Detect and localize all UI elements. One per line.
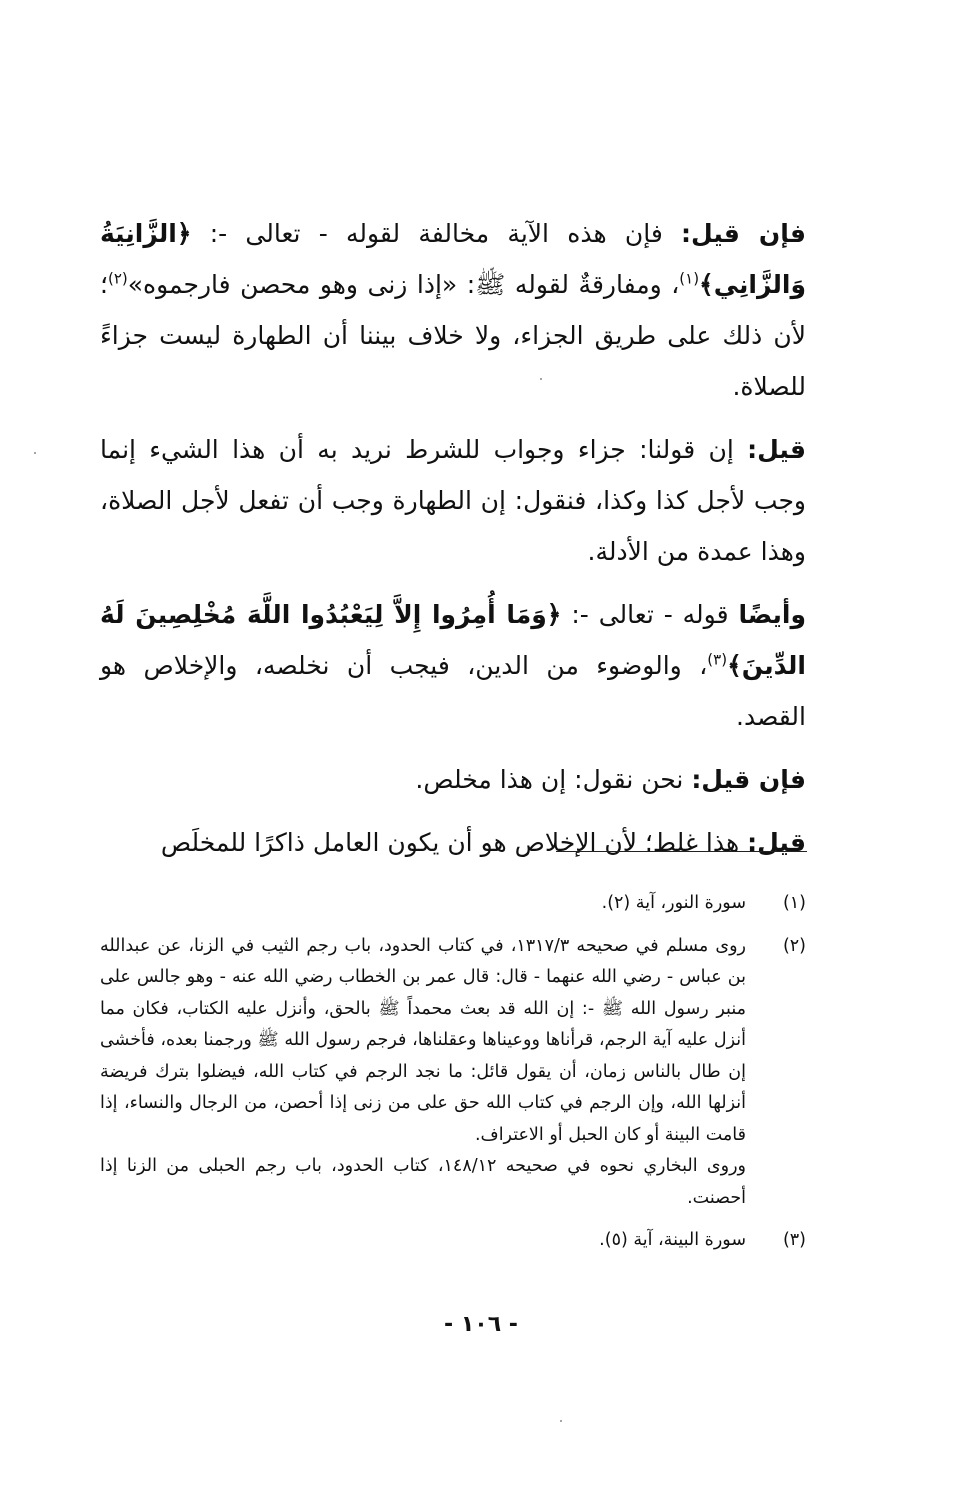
footnote-body	[100, 1225, 746, 1257]
paragraph-text: ، والوضوء من الدين، فيجب أن نخلصه، والإخلاص هو القصد.	[100, 651, 806, 731]
footnotes	[100, 888, 806, 1268]
paragraph-lead: وأيضًا	[738, 600, 806, 629]
paragraph-text: هذا غلط؛ لأن الإخلاص هو أن يكون العامل ذاكرًا للمخلَص	[160, 828, 748, 857]
paragraph-lead: قيل:	[747, 828, 806, 857]
paragraph-text: إن قولنا: جزاء وجواب للشرط نريد به أن هذا الشيء إنما وجب لأجل كذا وكذا، فنقول: إن الطهارة وجب أن تفعل لأجل الصلاة، وهذا عمدة من الأدلة.	[100, 435, 806, 566]
footnote-number: (١)	[782, 893, 806, 913]
quran-verse: ﴿وَمَا أُمِرُوا إِلاَّ لِيَعْبُدُوا اللَّهَ مُخْلِصِينَ لَهُ الدِّينَ﴾	[100, 600, 806, 680]
footnote-1	[100, 888, 806, 920]
footnote-text: سورة النور، آية (٢).	[601, 893, 746, 913]
footnote-number: (٣)	[782, 1230, 806, 1250]
footnote-text: سورة البينة، آية (٥).	[599, 1230, 746, 1250]
footnote-ref-1[interactable]: (١)	[679, 269, 700, 288]
scan-speck	[560, 1420, 562, 1422]
paragraph-text: قوله - تعالى -:	[561, 600, 739, 629]
paragraph-text: ، ومفارقةٌ لقوله ﷺ: «إذا زنى وهو محصن فارجموه»	[127, 270, 680, 299]
paragraph-3	[100, 589, 806, 742]
footnote-2	[100, 931, 806, 1215]
paragraph-2	[100, 424, 806, 577]
footnote-body	[100, 888, 746, 920]
paragraph-text: ؛ لأن ذلك على طريق الجزاء، ولا خلاف بيننا أن الطهارة ليست جزاءً للصلاة.	[100, 270, 806, 401]
scan-speck	[34, 452, 36, 454]
paragraph-lead: فإن قيل:	[681, 219, 806, 248]
paragraph-4	[100, 754, 806, 805]
paragraph-lead: قيل:	[747, 435, 806, 464]
paragraph-lead: فإن قيل:	[691, 765, 806, 794]
paragraph-1	[100, 208, 806, 412]
footnote-ref-2[interactable]: (٢)	[107, 269, 128, 288]
page-number: - ١٠٦ -	[444, 1312, 518, 1337]
footnote-text: روى مسلم في صحيحه ١٣١٧/٣، في كتاب الحدود، باب رجم الثيب في الزنا، عن عبدالله بن عباس - رضي الله عنهما - قال: قال عمر بن الخطاب رضي الله عنه - وهو جالس على منبر رسول الله ﷺ -: إن الله قد بعث محمداً ﷺ بالحق، وأنزل عليه الكتاب، فكان مما أنزل عليه آية الرجم، قرأناها ووعيناها وعقلناها، فرجم رسول الله ﷺ ورجمنا بعده، فأخشى إن طال بالناس زمان، أن يقول قائل: ما نجد الرجم في كتاب الله، فيضلوا بترك فريضة أنزلها الله، وإن الرجم في كتاب الله حق على من زنى إذا أحصن، من الرجال والنساء، إذا قامت البينة أو كان الحبل أو الاعتراف.	[100, 935, 746, 1145]
footnote-3	[100, 1225, 806, 1257]
paragraph-5	[100, 817, 806, 868]
footnote-ref-3[interactable]: (٣)	[707, 650, 728, 669]
quran-verse: ﴿الزَّانِيَةُ وَالزَّانِي﴾	[100, 219, 806, 299]
footnote-text: وروى البخاري نحوه في صحيحه ١٤٨/١٢، كتاب الحدود، باب رجم الحبلى من الزنا إذا أحصنت.	[100, 1156, 746, 1208]
paragraph-text: فإن هذه الآية مخالفة لقوله - تعالى -:	[191, 219, 682, 248]
main-text	[100, 208, 806, 880]
scan-speck	[540, 378, 542, 380]
paragraph-text: نحن نقول: إن هذا مخلص.	[415, 765, 692, 794]
footnote-separator	[556, 851, 807, 852]
footnote-body	[100, 931, 746, 1215]
footnote-number: (٢)	[782, 935, 806, 956]
